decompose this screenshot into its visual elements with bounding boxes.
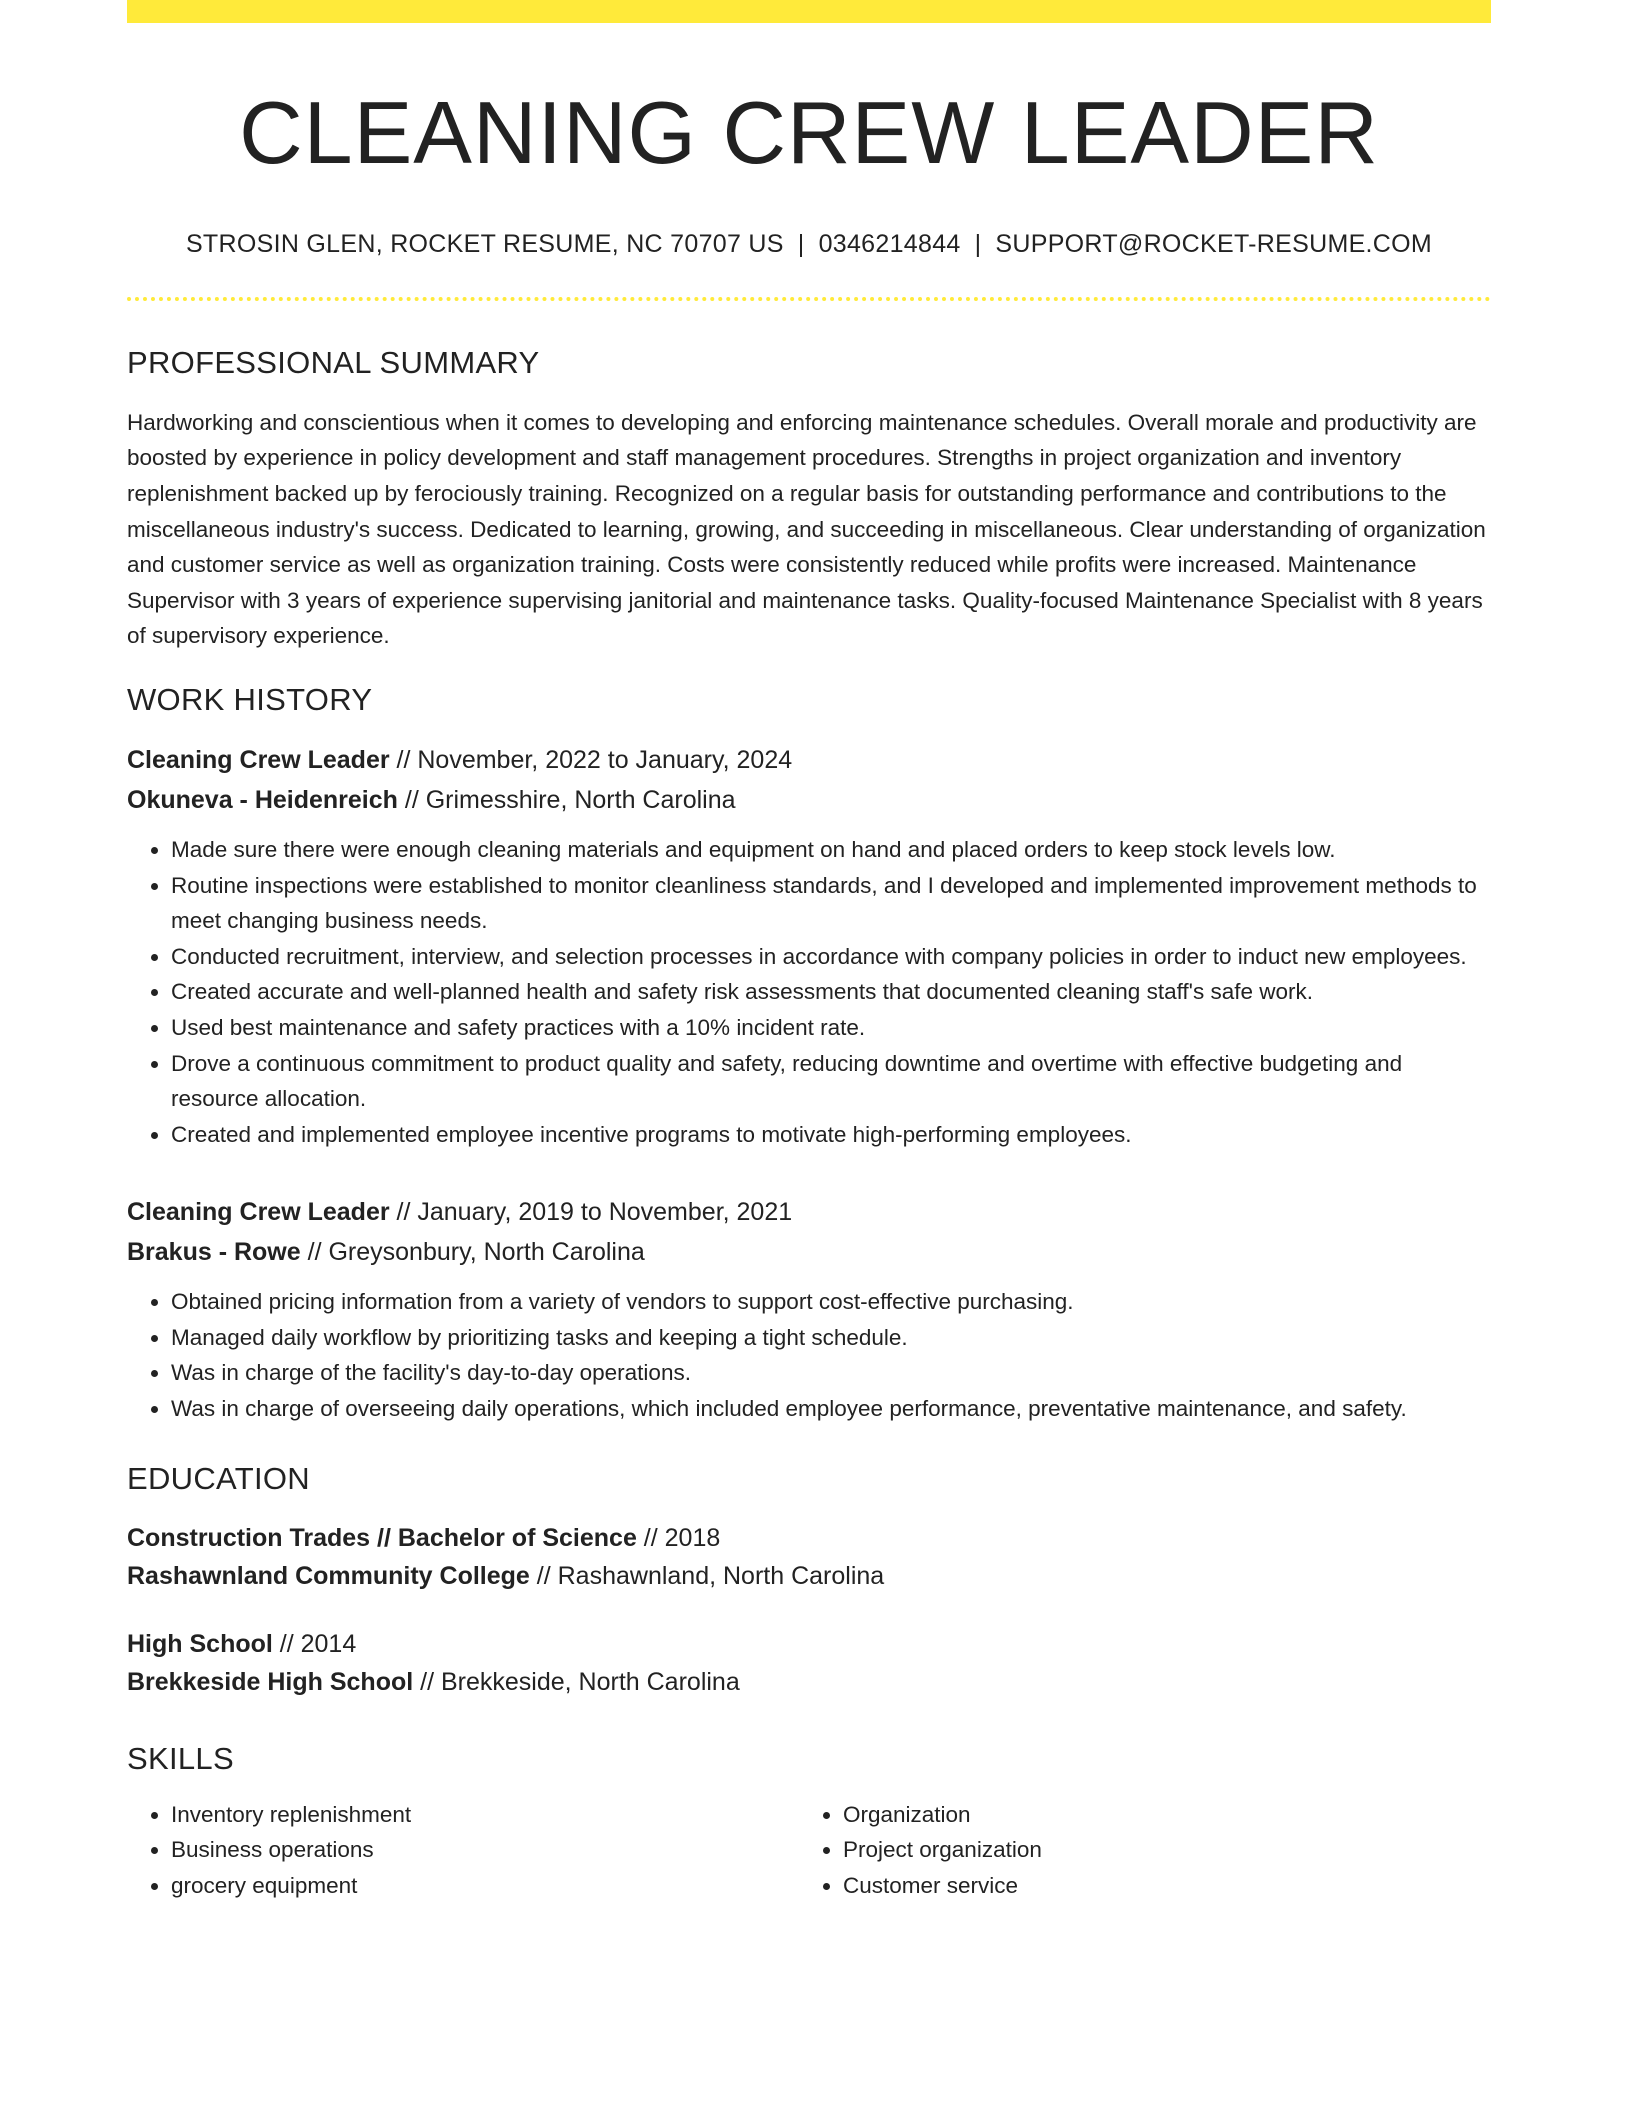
summary-section — [127, 345, 1491, 654]
education-school: Rashawnland Community College — [127, 1561, 530, 1590]
list-item: • Business operations — [171, 1832, 799, 1868]
list-item: • Inventory replenishment — [171, 1797, 799, 1833]
skills-column-left — [127, 1797, 799, 1904]
education-degree-line — [127, 1519, 1491, 1557]
resume-title: CLEANING CREW LEADER — [239, 83, 1379, 182]
education-degree: Construction Trades // Bachelor of Science — [127, 1523, 637, 1552]
education-entry — [127, 1519, 1491, 1595]
contact-phone: 0346214844 — [818, 229, 961, 258]
summary-text: Hardworking and conscientious when it comes to developing and enforcing maintenance schedules. Overall morale and productivity are boosted by experience in policy development and staff management procedures. Strengths in project organization and inventory replenishment backed up by ferociously training. Recognized on a regular basis for outstanding performance and contributions to the miscellaneous industry's success. Dedicated to learning, growing, and succeeding in miscellaneous. Clear understanding of organization and customer service as well as organization training. Costs were consistently reduced while profits were increased. Maintenance Supervisor with 3 years of experience supervising janitorial and maintenance tasks. Quality-focused Maintenance Specialist with 8 years of supervisory experience. — [127, 409, 1486, 649]
education-year: // 2014 — [272, 1629, 357, 1658]
job-location: // Greysonbury, North Carolina — [300, 1238, 645, 1267]
list-item: • Was in charge of the facility's day-to-day operations. — [171, 1355, 1491, 1391]
education-location: // Rashawnland, North Carolina — [529, 1561, 885, 1590]
section-heading-skills: SKILLS — [127, 1740, 234, 1776]
job-entry — [127, 740, 1491, 1152]
list-item: • Managed daily workflow by prioritizing tasks and keeping a tight schedule. — [171, 1320, 1491, 1356]
list-item: • Used best maintenance and safety practices with a 10% incident rate. — [171, 1010, 1491, 1046]
skills-grid — [127, 1797, 1491, 1904]
education-section — [127, 1461, 1491, 1701]
section-heading-education: EDUCATION — [127, 1460, 310, 1496]
accent-top-bar — [127, 0, 1491, 23]
education-degree: High School — [127, 1629, 273, 1658]
education-school: Brekkeside High School — [127, 1667, 414, 1696]
skills-section — [127, 1741, 1491, 1904]
job-bullets — [127, 1284, 1491, 1426]
job-bullets — [127, 832, 1491, 1152]
list-item: • Created accurate and well-planned health and safety risk assessments that documented cleaning staff's safe work. — [171, 974, 1491, 1010]
list-item: • Was in charge of overseeing daily operations, which included employee performance, preventative maintenance, and safety. — [171, 1391, 1491, 1427]
list-item: • Customer service — [843, 1868, 1471, 1904]
job-company: Brakus - Rowe — [127, 1238, 301, 1267]
education-school-line — [127, 1663, 1491, 1701]
education-location: // Brekkeside, North Carolina — [413, 1667, 740, 1696]
education-degree-line — [127, 1625, 1491, 1663]
list-item: • grocery equipment — [171, 1868, 799, 1904]
education-year: // 2018 — [636, 1523, 721, 1552]
job-title: Cleaning Crew Leader — [127, 745, 390, 774]
section-heading-work: WORK HISTORY — [127, 681, 373, 717]
list-item: • Made sure there were enough cleaning materials and equipment on hand and placed orders to keep stock levels low. — [171, 832, 1491, 868]
list-item: • Routine inspections were established to monitor cleanliness standards, and I developed and implemented improvement methods to meet changing business needs. — [171, 868, 1491, 939]
contact-address: STROSIN GLEN, ROCKET RESUME, NC 70707 US — [185, 229, 784, 258]
contact-separator: | — [797, 229, 805, 258]
job-company: Okuneva - Heidenreich — [127, 785, 398, 814]
job-title-line — [127, 740, 1491, 780]
skills-column-right — [799, 1797, 1471, 1904]
list-item: • Drove a continuous commitment to product quality and safety, reducing downtime and overtime with effective budgeting and resource allocation. — [171, 1046, 1491, 1117]
contact-email: SUPPORT@ROCKET-RESUME.COM — [995, 229, 1433, 258]
work-history-section — [127, 682, 1491, 1427]
list-item: • Project organization — [843, 1832, 1471, 1868]
list-item: • Conducted recruitment, interview, and selection processes in accordance with company policies in order to induct new employees. — [171, 939, 1491, 975]
dotted-divider — [127, 297, 1491, 301]
list-item: • Created and implemented employee incentive programs to motivate high-performing employees. — [171, 1117, 1491, 1153]
list-item: • Obtained pricing information from a variety of vendors to support cost-effective purchasing. — [171, 1284, 1491, 1320]
contact-separator: | — [974, 229, 982, 258]
resume-page — [127, 0, 1491, 1903]
education-school-line — [127, 1557, 1491, 1595]
job-company-line — [127, 780, 1491, 820]
section-heading-summary: PROFESSIONAL SUMMARY — [127, 344, 540, 380]
job-entry — [127, 1192, 1491, 1426]
contact-line — [127, 230, 1491, 259]
list-item: • Organization — [843, 1797, 1471, 1833]
job-dates: // November, 2022 to January, 2024 — [389, 745, 793, 774]
job-location: // Grimesshire, North Carolina — [397, 785, 736, 814]
job-title: Cleaning Crew Leader — [127, 1198, 390, 1227]
job-company-line — [127, 1232, 1491, 1272]
education-entry — [127, 1625, 1491, 1701]
job-title-line — [127, 1192, 1491, 1232]
job-dates: // January, 2019 to November, 2021 — [389, 1198, 793, 1227]
